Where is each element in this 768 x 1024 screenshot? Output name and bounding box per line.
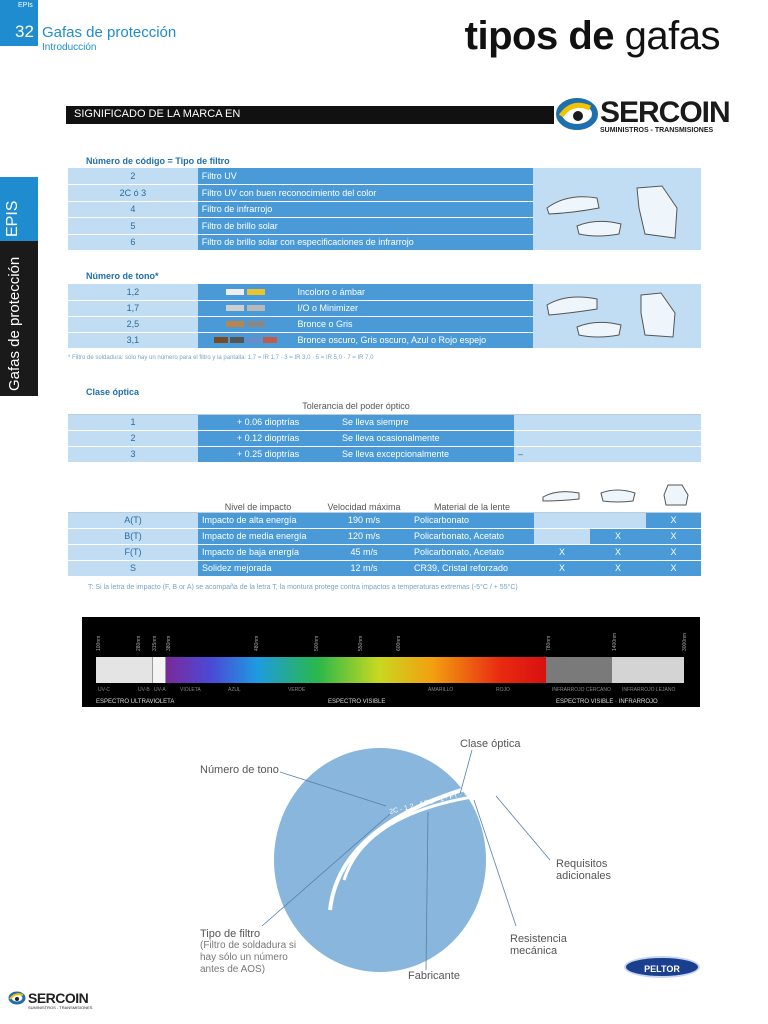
table-row: 2C ó 3 Filtro UV con buen reconocimiento del color <box>68 185 701 202</box>
tab-label: EPIs <box>18 2 33 9</box>
table-header: Nivel de impacto Velocidad máxima Material de la lente <box>68 480 701 512</box>
table-header: Tolerancia del poder óptico <box>68 398 701 414</box>
spectrum-uv-band <box>96 657 152 683</box>
spectrum-ir-near-band <box>546 657 612 683</box>
side-section-label: Gafas de protección <box>6 256 23 391</box>
spectrum-band-label: VIOLETA <box>180 687 201 693</box>
table-row: 3 + 0.25 dioptrías Se lleva excepcionalmente – <box>68 446 701 462</box>
spectrum-band-label: INFRARROJO LEJANO <box>622 687 676 693</box>
filter-heading: Número de código = Tipo de filtro <box>86 156 230 166</box>
spectrum-tick: 280nm <box>136 635 142 651</box>
faceshield-icon <box>646 480 701 512</box>
table-row: 2 + 0.12 dioptrías Se lleva ocasionalmente <box>68 430 701 446</box>
label-manufacturer: Fabricante <box>408 970 460 982</box>
section-title: Gafas de protección <box>42 24 177 41</box>
table-row: S Solidez mejorada 12 m/s CR39, Cristal reforzado X X X <box>68 560 701 576</box>
spectrum-band-label: UV-B <box>138 687 150 693</box>
label-mech-resistance: Resistencia mecánica <box>510 933 567 957</box>
spectrum-band-label: UV-C <box>98 687 110 693</box>
table-row: 3,1 Bronce oscuro, Gris oscuro, Azul o Rojo espejo <box>68 332 701 348</box>
spectrum-tick: 380nm <box>166 635 172 651</box>
spectrum-uvb-band <box>152 657 166 683</box>
sercoin-logo-icon <box>556 94 598 134</box>
side-tab <box>0 177 38 241</box>
mech-table <box>68 480 701 577</box>
footer-logo <box>8 990 93 1011</box>
label-tone-number: Número de tono <box>200 764 279 776</box>
table-row: 6 Filtro de brillo solar con especificaciones de infrarrojo <box>68 234 701 251</box>
lens-marking: 2C - 1,2 · AOS · 1 · FT · 9 <box>388 789 469 816</box>
table-row: 2,5 Bronce o Gris <box>68 316 701 332</box>
page-number: 32 <box>15 22 34 41</box>
spectrum-tick: 3000nm <box>682 632 688 651</box>
table-row: A(T) Impacto de alta energía 190 m/s Policarbonato X <box>68 512 701 528</box>
table-row: 4 Filtro de infrarrojo <box>68 201 701 218</box>
spectrum-tick: 480nm <box>254 635 260 651</box>
side-tab-label: EPIS <box>4 200 21 237</box>
tone-heading: Número de tono* <box>86 271 159 281</box>
spectrum-tick: 500nm <box>314 635 320 651</box>
section-subtitle: Introducción <box>42 42 97 53</box>
table-row: 1,2 Incoloro o ámbar <box>68 284 701 300</box>
optic-table <box>68 398 701 463</box>
filter-table <box>68 168 701 251</box>
label-filter-note: (Filtro de soldadura si hay sólo un número antes de AOS) <box>200 940 297 975</box>
lens-shape <box>274 748 486 972</box>
tone-swatch <box>198 316 294 332</box>
optic-heading: Clase óptica <box>86 387 140 397</box>
spectrum-band-label: INFRARROJO CERCANO <box>552 687 611 693</box>
logo-word: SERCOIN <box>600 96 730 129</box>
spectrum-tick: 100nm <box>96 635 102 651</box>
goggles-image <box>533 284 701 348</box>
spectrum-tick: 600nm <box>396 635 402 651</box>
table-row: F(T) Impacto de baja energía 45 m/s Policarbonato, Acetato X X X <box>68 544 701 560</box>
spectrum-tick: 1400nm <box>612 632 618 651</box>
table-row: 2 Filtro UV <box>68 168 701 185</box>
label-additional-reqs: Requisitos adicionales <box>556 858 612 882</box>
sercoin-logo <box>556 94 730 140</box>
marking-banner: SIGNIFICADO DE LA MARCA EN <box>66 106 554 124</box>
spectrum-caption: ESPECTRO VISIBLE · INFRARROJO <box>556 699 658 705</box>
spectrum-tick: 550nm <box>358 635 364 651</box>
peltor-logo: PELTOR <box>624 956 700 978</box>
spectrum-caption: ESPECTRO ULTRAVIOLETA <box>96 699 175 705</box>
goggles-icon <box>534 480 590 512</box>
page-title-bold: tipos de <box>464 14 615 58</box>
page-tab <box>0 0 38 46</box>
page-title-light: gafas <box>624 14 720 58</box>
label-filter-type: Tipo de filtro <box>200 928 261 940</box>
footer-logo-icon <box>8 990 26 1006</box>
tone-swatch <box>198 332 294 348</box>
spectrum-tick: 315nm <box>152 635 158 651</box>
goggles-icon <box>590 480 646 512</box>
table-row: 1,7 I/O o Minimizer <box>68 300 701 316</box>
logo-sub: SUMINISTROS - TRANSMISIONES <box>600 127 714 134</box>
spectrum-band-label: VERDE <box>288 687 306 693</box>
table-row: B(T) Impacto de media energía 120 m/s Policarbonato, Acetato X X <box>68 528 701 544</box>
tone-table <box>68 284 701 349</box>
spectrum-caption: ESPECTRO VISIBLE <box>328 699 386 705</box>
spectrum-ir-far-band <box>612 657 684 683</box>
footer-logo-word: SERCOIN <box>28 990 89 1006</box>
tone-swatch <box>198 284 294 300</box>
side-section <box>0 241 38 396</box>
table-row: 1 + 0.06 dioptrías Se lleva siempre <box>68 414 701 430</box>
table-row: 5 Filtro de brillo solar <box>68 218 701 235</box>
spectrum-tick: 780nm <box>546 635 552 651</box>
spectrum-band-label: AMARILLO <box>428 687 454 693</box>
spectrum-diagram <box>82 617 700 707</box>
goggles-image <box>533 168 701 251</box>
spectrum-band-label: UV-A <box>154 687 166 693</box>
spectrum-band-label: AZUL <box>228 687 241 693</box>
spectrum-band-label: ROJO <box>496 687 510 693</box>
label-optical-class: Clase óptica <box>460 738 521 750</box>
page-title <box>465 14 720 59</box>
tone-swatch <box>198 300 294 316</box>
spectrum-visible-band <box>166 657 546 683</box>
footer-logo-sub: SUMINISTROS - TRANSMISIONES <box>28 1005 93 1010</box>
tone-note: * Filtro de soldadura: sólo hay un número para el filtro y la pantalla: 1,7 = IR 1,7 · 3 = IR 3,0 · 5 = IR 5,0 · 7 = IR 7,0 <box>68 355 374 361</box>
mech-note: T: Si la letra de impacto (F, B or A) se acompaña de la letra T, la montura protege contra impactos a temperaturas extremas (-5°C / + 55°C) <box>88 584 518 591</box>
